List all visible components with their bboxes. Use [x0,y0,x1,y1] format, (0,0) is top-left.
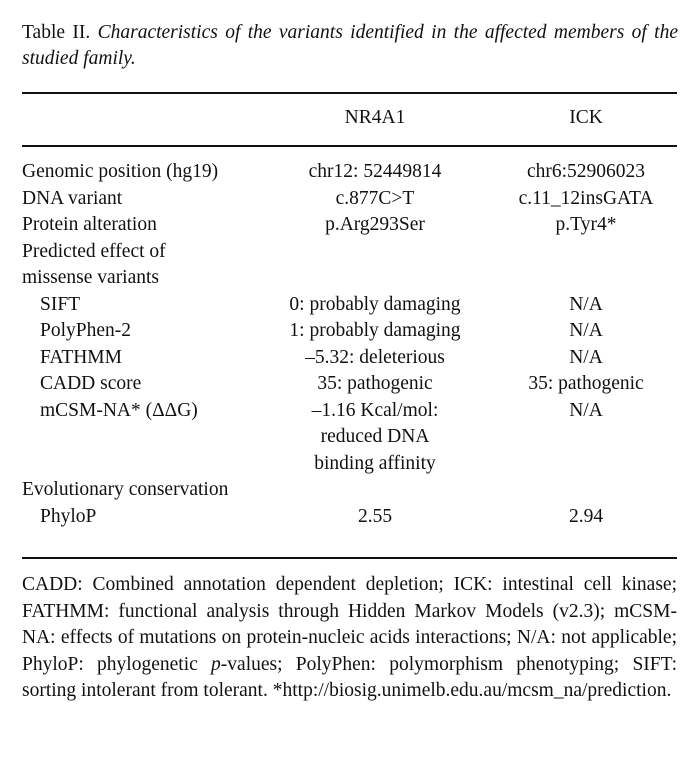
table-row [22,398,677,478]
cell-line: 2.94 [568,505,604,527]
cell-line: 1: probably damaging [289,320,461,341]
cell-line: 0: probably damaging [289,293,461,315]
table-caption [22,20,678,72]
cell-nr4a1 [255,159,495,186]
table-row [22,239,677,266]
cell-line [495,265,677,292]
table-row [22,477,677,504]
cell-ick [495,398,677,425]
row-label: CADD score [40,373,142,394]
table-row [22,186,677,213]
cell-line: chr12: 52449814 [308,161,442,182]
cell-line [495,477,677,504]
cell-line: c.11_12insGATA [518,187,654,209]
row-label: Predicted effect of [22,240,166,262]
cell-ick [495,292,677,319]
caption-label: Table II. [22,22,98,43]
cell-line: reduced DNA [320,426,430,447]
row-label: Genomic position (hg19) [22,161,219,182]
cell-ick [495,212,677,239]
row-label: FATHMM [40,346,122,368]
row-label: missense variants [22,267,160,288]
cell-line: p.Arg293Ser [325,214,425,235]
table-row [22,318,677,345]
cell-line: 35: pathogenic [317,373,433,394]
bottom-rule [22,557,677,559]
cell-ick [495,477,677,504]
table-row [22,212,677,239]
caption-title: Characteristics of the variants identified in the affected members of the studied family. [22,22,679,69]
row-label: Evolutionary conservation [22,479,229,500]
cell-line [255,477,495,504]
cell-ick [495,239,677,266]
table-body [22,159,677,530]
table-row [22,345,677,372]
cell-nr4a1 [255,504,495,531]
cell-line: –1.16 Kcal/mol: [311,399,439,421]
cell-nr4a1 [255,292,495,319]
cell-line: chr6:52906023 [526,161,646,182]
footnote-text-1: CADD: Combined annotation dependent depletion; ICK: intestinal cell kinase; FATHMM: functional analysis through Hidden Markov Models (v2.3); mCSM-NA: effects of mutations on protein-nucleic acids interactions; N/A: not applicable; PhyloP: phylogenetic [22,574,677,675]
cell-line: c.877C>T [335,187,415,209]
table-row [22,265,677,292]
cell-ick [495,318,677,345]
cell-nr4a1 [255,318,495,345]
cell-ick [495,159,677,186]
cell-line: N/A [569,399,603,421]
cell-nr4a1 [255,212,495,239]
cell-line [255,239,495,266]
top-rule [22,92,677,94]
cell-line: N/A [569,293,603,315]
cell-ick [495,504,677,531]
row-label: PhyloP [40,505,97,527]
cell-nr4a1 [255,398,495,478]
cell-line: p.Tyr4* [555,214,617,235]
cell-ick [495,345,677,372]
column-header-ick: ICK [569,107,603,128]
table-row [22,371,677,398]
row-label: Protein alteration [22,214,157,235]
table-row [22,504,677,531]
cell-line: –5.32: deleterious [305,346,445,368]
cell-nr4a1 [255,186,495,213]
cell-line: N/A [569,346,603,368]
table-footnote [22,572,677,705]
row-label: PolyPhen-2 [40,320,132,341]
cell-line [255,265,495,292]
footnote-italic-p: p [211,653,221,675]
cell-nr4a1 [255,345,495,372]
column-header-nr4a1: NR4A1 [344,107,406,128]
row-label: DNA variant [22,187,123,209]
cell-ick [495,265,677,292]
cell-nr4a1 [255,239,495,266]
cell-nr4a1 [255,265,495,292]
cell-line [495,239,677,266]
footnote-text-2: -values; PolyPhen: polymorphism phenotyping; SIFT: sorting intolerant from tolerant. *http://biosig.unimelb.edu.au/mcsm_na/prediction. [22,653,677,701]
cell-line: 2.55 [357,505,393,527]
cell-ick [495,186,677,213]
cell-line: 35: pathogenic [528,373,644,394]
cell-line: binding affinity [314,452,436,474]
header-rule [22,145,677,147]
row-label: mCSM-NA* (ΔΔG) [40,399,198,421]
cell-nr4a1 [255,477,495,504]
table-row [22,292,677,319]
cell-nr4a1 [255,371,495,398]
cell-line: N/A [569,320,603,341]
table-row [22,159,677,186]
row-label: SIFT [40,293,81,315]
cell-ick [495,371,677,398]
